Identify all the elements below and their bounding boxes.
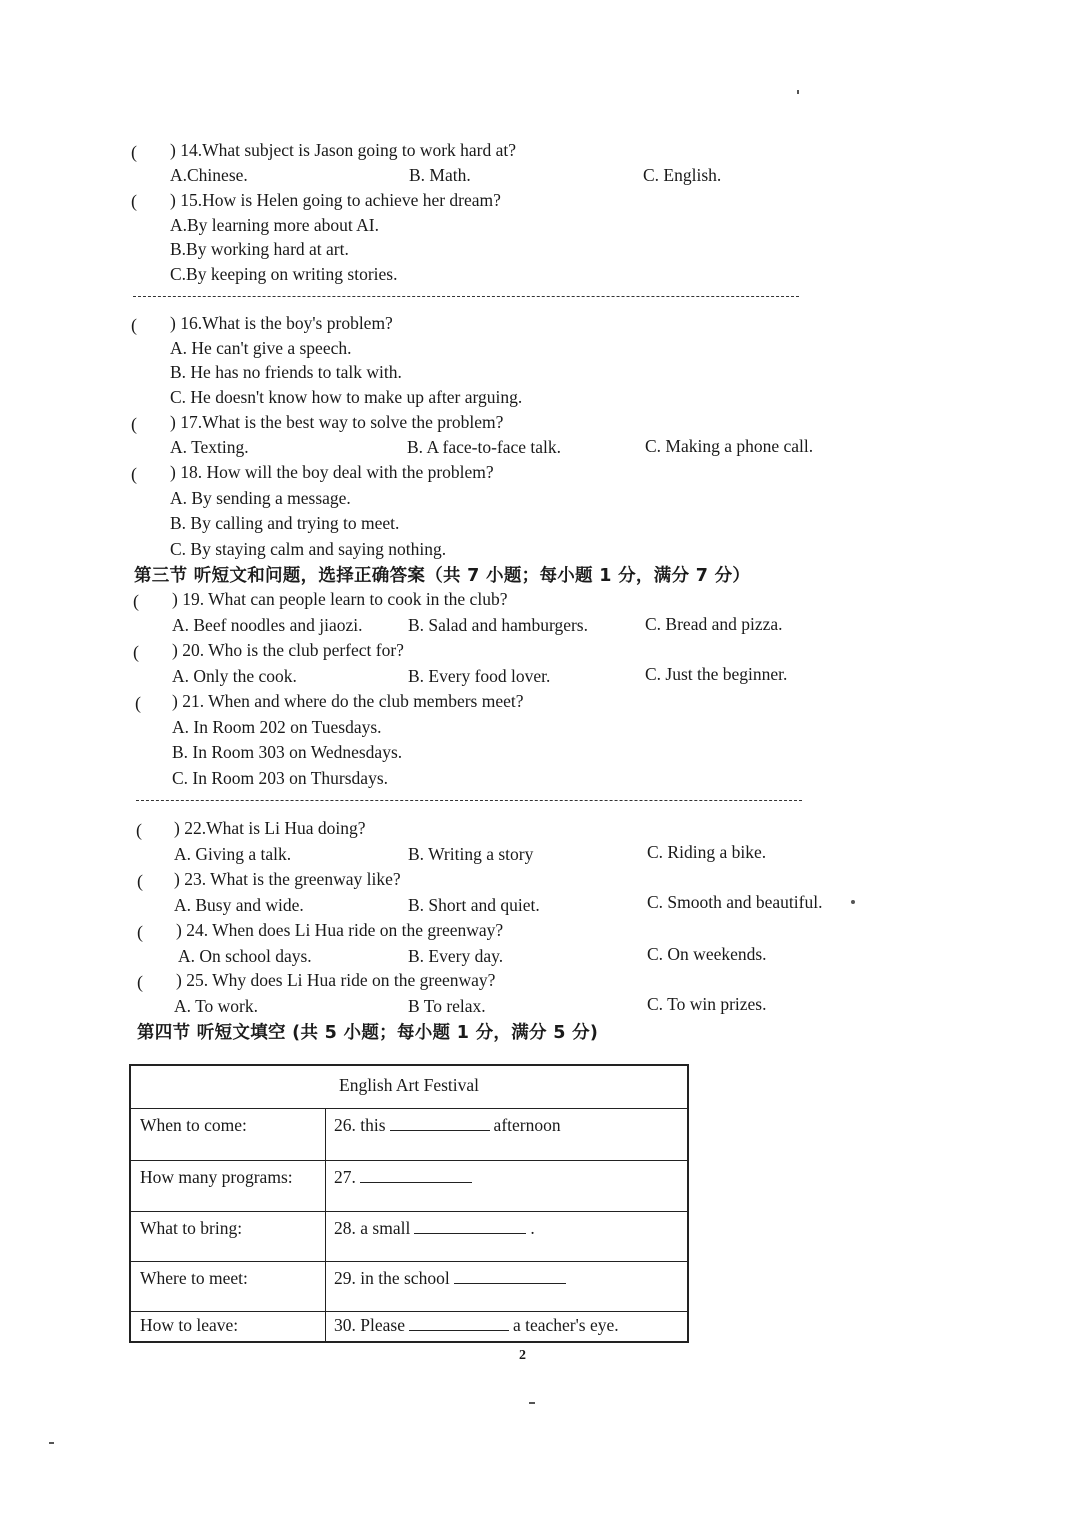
answer-paren: ( xyxy=(137,972,143,992)
option-15b: B.By working hard at art. xyxy=(170,239,349,259)
option-16a: A. He can't give a speech. xyxy=(170,338,352,358)
answer-blank-29[interactable] xyxy=(454,1269,566,1284)
answer-text xyxy=(334,1315,619,1336)
table-row xyxy=(131,1160,687,1212)
answer-text xyxy=(334,1115,561,1136)
option-14b: B. Math. xyxy=(409,165,471,185)
answer-paren: ( xyxy=(131,464,137,484)
option-25c: C. To win prizes. xyxy=(647,994,767,1014)
answer-prefix: 26. this xyxy=(334,1115,386,1135)
answer-text xyxy=(334,1218,535,1239)
answer-prefix: 27. xyxy=(334,1167,356,1187)
question-19: ) 19. What can people learn to cook in the club? xyxy=(172,589,508,609)
answer-blank-27[interactable] xyxy=(360,1168,472,1183)
row-label: What to bring: xyxy=(140,1218,243,1238)
table-row xyxy=(131,1261,687,1312)
option-15c: C.By keeping on writing stories. xyxy=(170,264,398,284)
answer-prefix: 29. in the school xyxy=(334,1268,450,1288)
option-17a: A. Texting. xyxy=(170,437,249,457)
question-16: ) 16.What is the boy's problem? xyxy=(170,313,393,333)
section-3-heading: 第三节 听短文和问题，选择正确答案（共 7 小题；每小题 1 分，满分 7 分） xyxy=(134,566,751,586)
question-22: ) 22.What is Li Hua doing? xyxy=(174,818,366,838)
answer-cell xyxy=(325,1261,687,1311)
answer-paren: ( xyxy=(137,871,143,891)
answer-paren: ( xyxy=(133,591,139,611)
option-23a: A. Busy and wide. xyxy=(174,895,304,915)
table-row xyxy=(131,1211,687,1262)
option-22a: A. Giving a talk. xyxy=(174,844,292,864)
page-number: 2 xyxy=(519,1348,526,1363)
answer-text xyxy=(334,1268,570,1289)
option-14c: C. English. xyxy=(643,165,722,185)
answer-blank-26[interactable] xyxy=(390,1116,490,1131)
answer-paren: ( xyxy=(131,142,137,162)
option-24b: B. Every day. xyxy=(408,946,504,966)
option-17b: B. A face-to-face talk. xyxy=(407,437,562,457)
answer-suffix: . xyxy=(530,1218,535,1238)
scan-speck xyxy=(529,1402,535,1404)
answer-paren: ( xyxy=(137,922,143,942)
question-17: ) 17.What is the best way to solve the problem? xyxy=(170,412,504,432)
option-14a: A.Chinese. xyxy=(170,165,248,185)
option-20b: B. Every food lover. xyxy=(408,666,551,686)
option-21c: C. In Room 203 on Thursdays. xyxy=(172,768,388,788)
answer-cell xyxy=(325,1311,687,1341)
row-label: When to come: xyxy=(140,1115,247,1135)
option-21a: A. In Room 202 on Tuesdays. xyxy=(172,717,382,737)
festival-title: English Art Festival xyxy=(131,1066,687,1109)
answer-blank-28[interactable] xyxy=(414,1219,526,1234)
answer-suffix: a teacher's eye. xyxy=(512,1315,619,1335)
row-label: How to leave: xyxy=(140,1315,239,1335)
scan-speck xyxy=(797,90,799,94)
option-25b: B To relax. xyxy=(408,996,486,1016)
option-19a: A. Beef noodles and jiaozi. xyxy=(172,615,363,635)
answer-text xyxy=(334,1167,476,1188)
section-divider xyxy=(133,296,799,297)
section-divider xyxy=(136,800,802,801)
answer-cell xyxy=(325,1211,687,1261)
table-row xyxy=(131,1311,687,1341)
question-21: ) 21. When and where do the club members meet? xyxy=(172,691,524,711)
option-16b: B. He has no friends to talk with. xyxy=(170,362,402,382)
answer-paren: ( xyxy=(136,820,142,840)
option-23b: B. Short and quiet. xyxy=(408,895,540,915)
answer-cell xyxy=(325,1160,687,1211)
option-20a: A. Only the cook. xyxy=(172,666,297,686)
option-18c: C. By staying calm and saying nothing. xyxy=(170,539,447,559)
option-15a: A.By learning more about AI. xyxy=(170,215,379,235)
section-4-heading: 第四节 听短文填空 (共 5 小题；每小题 1 分，满分 5 分) xyxy=(137,1023,599,1043)
scan-speck xyxy=(851,900,855,904)
answer-prefix: 30. Please xyxy=(334,1315,405,1335)
answer-cell xyxy=(325,1108,687,1160)
option-22c: C. Riding a bike. xyxy=(647,842,767,862)
answer-prefix: 28. a small xyxy=(334,1218,411,1238)
row-label: Where to meet: xyxy=(140,1268,248,1288)
answer-paren: ( xyxy=(133,642,139,662)
answer-paren: ( xyxy=(131,414,137,434)
question-24: ) 24. When does Li Hua ride on the greenway? xyxy=(176,920,504,940)
question-23: ) 23. What is the greenway like? xyxy=(174,869,401,889)
answer-blank-30[interactable] xyxy=(409,1316,509,1331)
option-24c: C. On weekends. xyxy=(647,944,767,964)
option-22b: B. Writing a story xyxy=(408,844,534,864)
option-24a: A. On school days. xyxy=(178,946,312,966)
option-18b: B. By calling and trying to meet. xyxy=(170,513,400,533)
row-label: How many programs: xyxy=(140,1167,293,1187)
answer-paren: ( xyxy=(131,191,137,211)
option-23c: C. Smooth and beautiful. xyxy=(647,892,823,912)
question-15: ) 15.How is Helen going to achieve her dream? xyxy=(170,190,501,210)
option-19b: B. Salad and hamburgers. xyxy=(408,615,588,635)
option-19c: C. Bread and pizza. xyxy=(645,614,783,634)
question-25: ) 25. Why does Li Hua ride on the greenway? xyxy=(176,970,496,990)
option-17c: C. Making a phone call. xyxy=(645,436,814,456)
festival-table xyxy=(129,1064,689,1343)
option-16c: C. He doesn't know how to make up after arguing. xyxy=(170,387,523,407)
question-18: ) 18. How will the boy deal with the problem? xyxy=(170,462,494,482)
scan-speck xyxy=(49,1442,54,1444)
answer-paren: ( xyxy=(135,693,141,713)
question-20: ) 20. Who is the club perfect for? xyxy=(172,640,404,660)
table-row xyxy=(131,1108,687,1161)
option-18a: A. By sending a message. xyxy=(170,488,351,508)
answer-paren: ( xyxy=(131,315,137,335)
question-14: ) 14.What subject is Jason going to work hard at? xyxy=(170,140,517,160)
option-25a: A. To work. xyxy=(174,996,259,1016)
option-20c: C. Just the beginner. xyxy=(645,664,788,684)
answer-suffix: afternoon xyxy=(493,1115,561,1135)
option-21b: B. In Room 303 on Wednesdays. xyxy=(172,742,403,762)
